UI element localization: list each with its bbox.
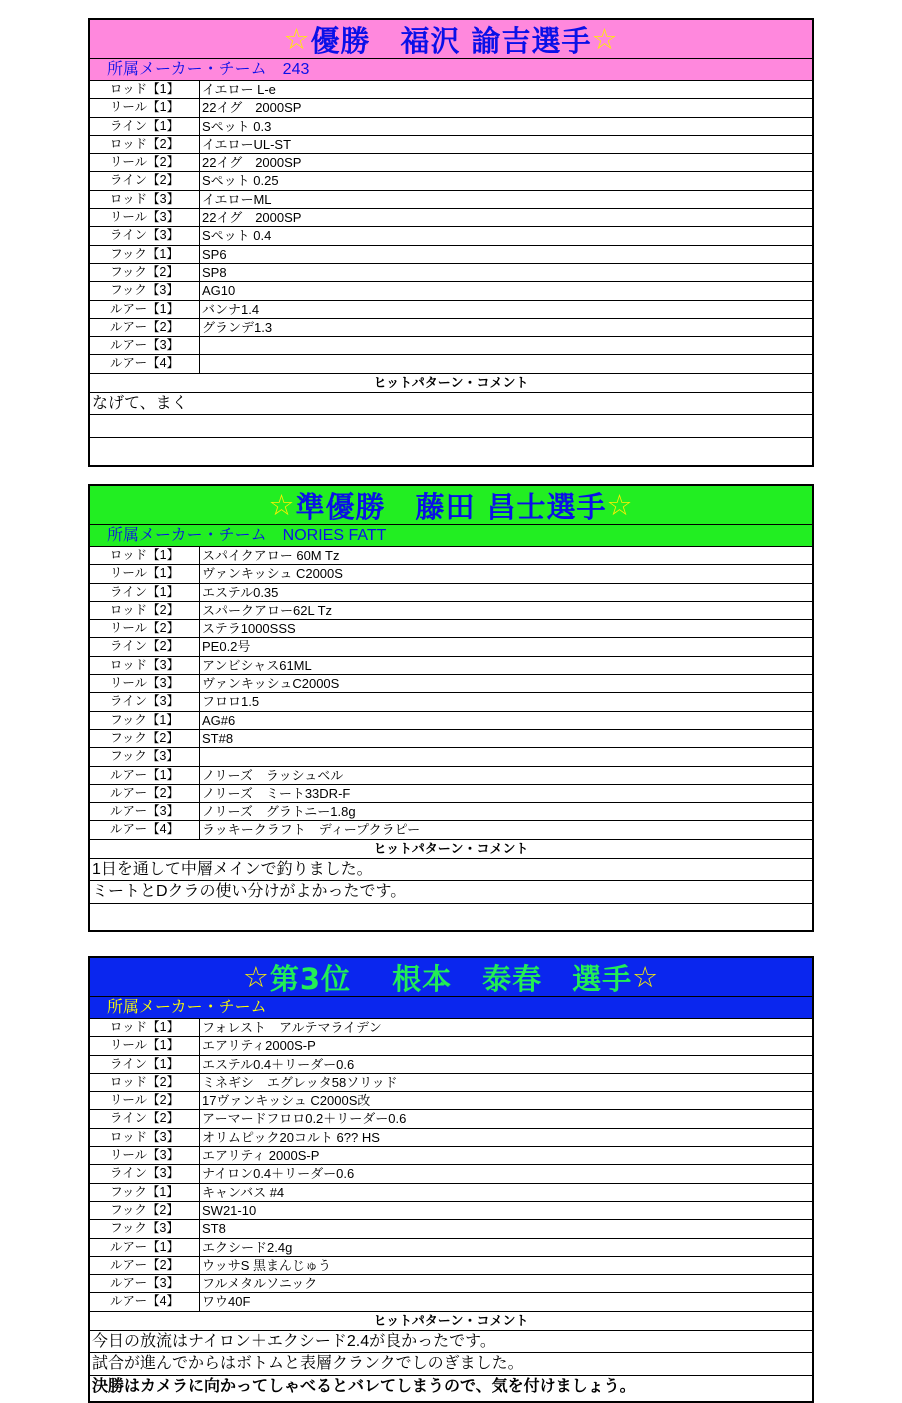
row-label: ルアー【3】 [90,803,200,820]
row-value: エクシード2.4g [202,1239,293,1255]
table-row [90,1202,812,1220]
table-row [90,821,812,839]
row-value: ヴァンキッシュC2000S [202,676,340,692]
comment-line: ミートとDクラの使い分けがよかったです。 [90,881,812,904]
row-label: ロッド【1】 [90,81,200,98]
row-value: バンナ1.4 [202,301,260,317]
title-text: 第3位 根本 泰春 選手 [269,961,633,996]
card-title [90,20,812,59]
row-label: ロッド【2】 [90,136,200,153]
row-label: ロッド【1】 [90,1019,200,1036]
row-value: ウッサS 黒まんじゅう [202,1257,332,1273]
table-row [90,172,812,190]
row-value: アーマードフロロ0.2＋リーダー0.6 [202,1111,407,1127]
tackle-table [90,547,812,840]
winner-card [88,18,814,467]
table-row [90,191,812,209]
table-row [90,209,812,227]
table-row [90,337,812,355]
row-label: ライン【1】 [90,584,200,601]
row-label: フック【3】 [90,1220,200,1237]
table-row [90,81,812,99]
comment-line [90,415,812,438]
row-label: ルアー【4】 [90,355,200,372]
row-label: ルアー【1】 [90,1239,200,1256]
row-value: スパークアロー62L Tz [202,602,333,618]
row-value: SP6 [202,246,227,262]
row-label: ライン【2】 [90,638,200,655]
row-value: 22イグ 2000SP [202,100,302,116]
table-row [90,301,812,319]
table-row [90,1257,812,1275]
star-icon: ☆ [591,22,619,56]
table-row [90,1074,812,1092]
row-label: フック【3】 [90,282,200,299]
row-value: イエローML [202,191,272,207]
row-value: イエローUL-ST [202,136,292,152]
row-label: ライン【3】 [90,1165,200,1182]
card-title [90,486,812,525]
row-value: Sペット 0.25 [202,173,279,189]
row-value: フロロ1.5 [202,694,260,710]
hit-pattern-heading: ヒットパターン・コメント [90,840,812,859]
table-row [90,620,812,638]
row-label: ロッド【3】 [90,657,200,674]
row-label: ルアー【1】 [90,301,200,318]
row-value: ミネギシ エグレッタ58ソリッド [202,1074,398,1090]
row-label: ロッド【3】 [90,191,200,208]
row-value: グランデ1.3 [202,319,273,335]
table-row [90,638,812,656]
star-icon: ☆ [606,488,634,522]
row-label: ロッド【2】 [90,1074,200,1091]
row-label: ライン【1】 [90,118,200,135]
row-value: フォレスト アルテマライデン [202,1020,382,1035]
row-value: スパイクアロー 60M Tz [202,548,340,563]
row-value: ST#8 [202,730,234,746]
comment-line: 今日の放流はナイロン＋エクシード2.4が良かったです。 [90,1331,812,1354]
table-row [90,1037,812,1055]
row-label: フック【1】 [90,246,200,263]
table-row [90,803,812,821]
row-value: PE0.2号 [202,639,251,655]
table-row [90,1184,812,1202]
row-label: ルアー【2】 [90,1257,200,1274]
star-icon: ☆ [242,960,270,994]
row-value: AG#6 [202,712,236,728]
row-value: イエロー L-e [202,82,276,97]
comment-line: 1日を通して中層メインで釣りました。 [90,859,812,882]
row-label: リール【1】 [90,99,200,116]
row-value: キャンバス #4 [202,1184,285,1200]
table-row [90,1275,812,1293]
table-row [90,1056,812,1074]
row-value: ノリーズ グラトニー1.8g [202,804,356,820]
row-label: フック【2】 [90,730,200,747]
row-value: エアリティ2000S-P [202,1038,316,1054]
star-icon: ☆ [632,960,660,994]
table-row [90,99,812,117]
row-label: リール【2】 [90,620,200,637]
comment-line: なげて、まく [90,393,812,416]
row-label: ルアー【2】 [90,785,200,802]
row-value: Sペット 0.4 [202,228,272,244]
table-row [90,1019,812,1037]
tackle-table [90,81,812,374]
table-row [90,712,812,730]
table-row [90,730,812,748]
table-row [90,565,812,583]
table-row [90,319,812,337]
team-label: 所属メーカー・チーム 243 [90,59,812,81]
row-label: フック【3】 [90,748,200,765]
table-row [90,246,812,264]
row-value: ノリーズ ラッシュベル [202,767,344,783]
row-value: ステラ1000SSS [202,621,296,637]
row-value: フルメタルソニック [202,1276,318,1292]
table-row [90,136,812,154]
row-label: リール【1】 [90,565,200,582]
table-row [90,1239,812,1257]
runner-up-card [88,484,814,932]
row-label: ロッド【3】 [90,1129,200,1146]
table-row [90,355,812,373]
table-row [90,767,812,785]
comment-line: 決勝はカメラに向かってしゃべるとバレてしまうので、気を付けましょう。 [92,1377,636,1395]
table-row [90,657,812,675]
card-title [90,958,812,997]
row-value: ST8 [202,1221,226,1237]
row-value: ラッキークラフト ディープクラピー [202,822,421,838]
row-label: ルアー【4】 [90,1293,200,1310]
row-value: 22イグ 2000SP [202,210,302,226]
row-value [200,337,812,354]
table-row [90,785,812,803]
third-place-card [88,956,814,1403]
row-label: ライン【2】 [90,172,200,189]
table-row [90,227,812,245]
table-row [90,118,812,136]
row-label: ロッド【2】 [90,602,200,619]
row-label: ロッド【1】 [90,547,200,564]
row-label: リール【3】 [90,1147,200,1164]
table-row [90,1293,812,1311]
row-label: ルアー【4】 [90,821,200,838]
row-label: ライン【3】 [90,693,200,710]
row-value: 17ヴァンキッシュ C2000S改 [202,1093,371,1109]
comment-line [90,904,812,927]
title-text: 優勝 福沢 諭吉選手 [310,23,592,58]
table-row [90,1220,812,1238]
row-label: フック【2】 [90,1202,200,1219]
table-row [90,602,812,620]
row-label: リール【2】 [90,154,200,171]
row-label: ルアー【1】 [90,767,200,784]
row-value: ワウ40F [202,1294,251,1310]
table-row [90,282,812,300]
row-label: フック【1】 [90,712,200,729]
comment-line: 試合が進んでからはボトムと表層クランクでしのぎました。 [90,1353,812,1376]
row-label: フック【1】 [90,1184,200,1201]
table-row [90,1129,812,1147]
table-row [90,675,812,693]
row-value: SW21-10 [202,1202,257,1218]
table-row [90,154,812,172]
star-icon: ☆ [268,488,296,522]
row-value: オリムピック20コルト 6?? HS [202,1129,380,1145]
row-label: ライン【1】 [90,1056,200,1073]
row-value: アンビシャス61ML [202,657,312,673]
team-label: 所属メーカー・チーム [90,997,812,1019]
hit-pattern-heading: ヒットパターン・コメント [90,1312,812,1331]
row-label: リール【2】 [90,1092,200,1109]
table-row [90,584,812,602]
tackle-table [90,1019,812,1312]
row-value: エアリティ 2000S-P [202,1148,320,1164]
row-label: ライン【3】 [90,227,200,244]
row-value: エステル0.35 [202,584,279,600]
comment-line [90,438,812,461]
row-value: ノリーズ ミート33DR-F [202,785,351,801]
row-value: ヴァンキッシュ C2000S [202,566,343,582]
table-row [90,1092,812,1110]
team-label: 所属メーカー・チーム NORIES FATT [90,525,812,547]
row-value: AG10 [202,283,236,299]
table-row [90,264,812,282]
table-row [90,693,812,711]
table-row [90,748,812,766]
table-row [90,1110,812,1128]
row-value [200,355,812,372]
row-label: ルアー【3】 [90,1275,200,1292]
row-label: ライン【2】 [90,1110,200,1127]
table-row [90,1165,812,1183]
row-label: フック【2】 [90,264,200,281]
row-value [200,748,812,765]
star-icon: ☆ [283,22,311,56]
row-value: ナイロン0.4＋リーダー0.6 [202,1166,355,1182]
hit-pattern-heading: ヒットパターン・コメント [90,374,812,393]
row-label: リール【3】 [90,209,200,226]
row-value: 22イグ 2000SP [202,155,302,171]
row-label: リール【1】 [90,1037,200,1054]
row-label: リール【3】 [90,675,200,692]
row-label: ルアー【2】 [90,319,200,336]
row-value: エステル0.4＋リーダー0.6 [202,1056,355,1072]
table-row [90,547,812,565]
row-label: ルアー【3】 [90,337,200,354]
row-value: SP8 [202,264,227,280]
row-value: Sペット 0.3 [202,118,272,134]
title-text: 準優勝 藤田 昌士選手 [295,489,607,524]
table-row [90,1147,812,1165]
